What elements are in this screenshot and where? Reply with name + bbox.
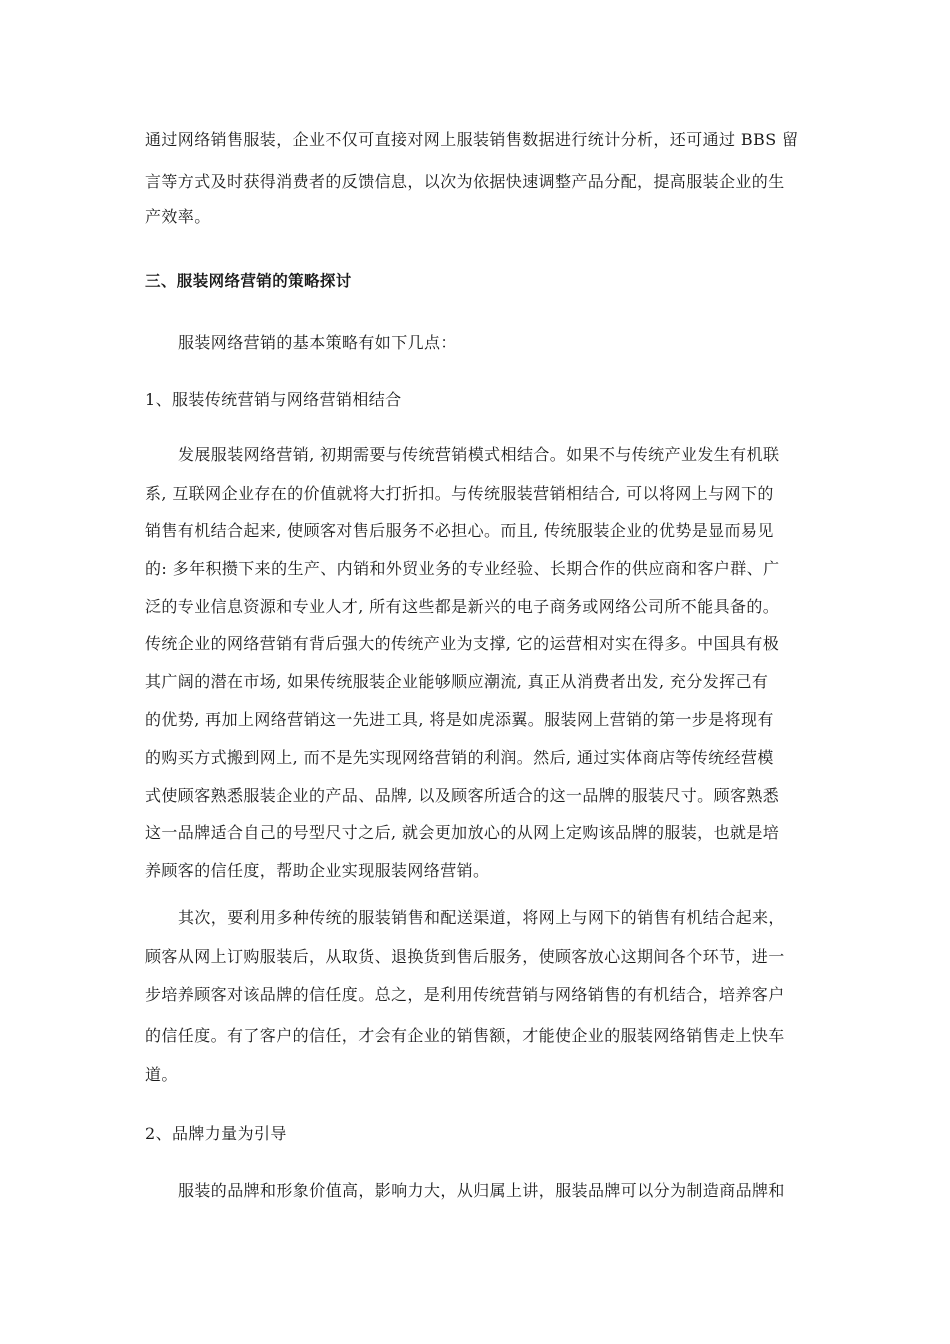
item1-para1-line-3: 销售有机结合起来, 使顾客对售后服务不必担心。而且, 传统服装企业的优势是显而易见 bbox=[145, 521, 774, 540]
item1-para2-line-3: 步培养顾客对该品牌的信任度。总之，是利用传统营销与网络销售的有机结合，培养客户 bbox=[145, 985, 785, 1004]
item2-title: 2、品牌力量为引导 bbox=[145, 1124, 287, 1143]
item1-para2-line-4: 的信任度。有了客户的信任，才会有企业的销售额，才能使企业的服装网络销售走上快车 bbox=[145, 1026, 785, 1045]
item1-para1-line-9: 的购买方式搬到网上, 而不是先实现网络营销的利润。然后, 通过实体商店等传统经营模 bbox=[145, 748, 774, 767]
item1-para1-line-5: 泛的专业信息资源和专业人才, 所有这些都是新兴的电子商务或网络公司所不能具备的。 bbox=[145, 597, 780, 616]
item1-para2-line-2: 顾客从网上订购服装后，从取货、退换货到售后服务，使顾客放心这期间各个环节，进一 bbox=[145, 947, 785, 966]
item1-para2-line-1: 其次，要利用多种传统的服装销售和配送渠道，将网上与网下的销售有机结合起来， bbox=[178, 908, 785, 927]
item1-para2-line-5: 道。 bbox=[145, 1065, 178, 1084]
intro-line-1: 通过网络销售服装，企业不仅可直接对网上服装销售数据进行统计分析，还可通过 BBS 留 bbox=[145, 130, 799, 149]
intro-line-3: 产效率。 bbox=[145, 207, 211, 226]
item1-title: 1、服装传统营销与网络营销相结合 bbox=[145, 390, 402, 409]
item1-para1-line-10: 式使顾客熟悉服装企业的产品、品牌, 以及顾客所适合的这一品牌的服装尺寸。顾客熟悉 bbox=[145, 786, 780, 805]
item1-para1-line-6: 传统企业的网络营销有背后强大的传统产业为支撑, 它的运营相对实在得多。中国具有极 bbox=[145, 634, 780, 653]
item2-para1-line-1: 服装的品牌和形象价值高，影响力大，从归属上讲，服装品牌可以分为制造商品牌和 bbox=[178, 1181, 785, 1200]
item1-para1-line-2: 系, 互联网企业存在的价值就将大打折扣。与传统服装营销相结合, 可以将网上与网下的 bbox=[145, 484, 774, 503]
item1-para1-line-4: 的: 多年积攒下来的生产、内销和外贸业务的专业经验、长期合作的供应商和客户群、广 bbox=[145, 559, 780, 578]
item1-para1-line-11: 这一品牌适合自己的号型尺寸之后, 就会更加放心的从网上定购该品牌的服装，也就是培 bbox=[145, 823, 780, 842]
intro-line-2: 言等方式及时获得消费者的反馈信息，以次为依据快速调整产品分配，提高服装企业的生 bbox=[145, 172, 785, 191]
item1-para1-line-1: 发展服装网络营销, 初期需要与传统营销模式相结合。如果不与传统产业发生有机联 bbox=[178, 445, 780, 464]
item1-para1-line-12: 养顾客的信任度，帮助企业实现服装网络营销。 bbox=[145, 861, 490, 880]
item1-para1-line-8: 的优势, 再加上网络营销这一先进工具, 将是如虎添翼。服装网上营销的第一步是将现有 bbox=[145, 710, 774, 729]
item1-para1-line-7: 其广阔的潜在市场, 如果传统服装企业能够顺应潮流, 真正从消费者出发, 充分发挥己有 bbox=[145, 672, 769, 691]
strategies-intro: 服装网络营销的基本策略有如下几点： bbox=[178, 333, 457, 352]
section-heading: 三、服装网络营销的策略探讨 bbox=[145, 272, 352, 290]
